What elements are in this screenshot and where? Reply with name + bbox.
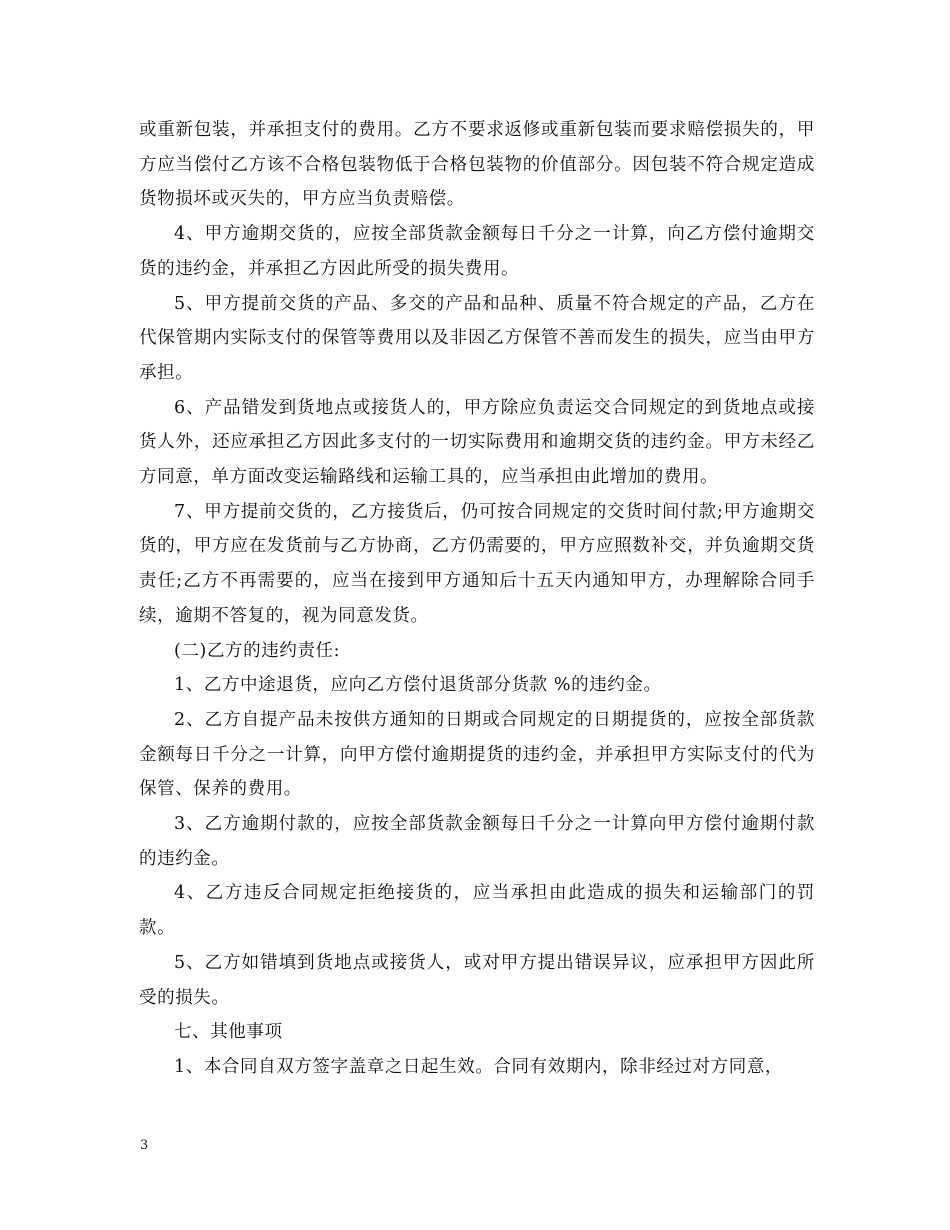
paragraph: 5、甲方提前交货的产品、多交的产品和品种、质量不符合规定的产品，乙方在代保管期内实际支付的保管等费用以及非因乙方保管不善而发生的损失，应当由甲方承担。 [139, 293, 815, 383]
page-number: 3 [140, 1138, 149, 1153]
paragraph: 2、乙方自提产品未按供方通知的日期或合同规定的日期提货的，应按全部货款金额每日千分之一计算，向甲方偿付逾期提货的违约金，并承担甲方实际支付的代为保管、保养的费用。 [139, 709, 815, 800]
paragraph: 或重新包装，并承担支付的费用。乙方不要求返修或重新包装而要求赔偿损失的，甲方应当偿付乙方该不合格包装物低于合格包装物的价值部分。因包装不符合规定造成货物损坏或灭失的，甲方应当负责赔偿。 [139, 120, 815, 210]
paragraph: 7、甲方提前交货的，乙方接货后，仍可按合同规定的交货时间付款;甲方逾期交货的，甲方应在发货前与乙方协商，乙方仍需要的，甲方应照数补交，并负逾期交货责任;乙方不再需要的，应当在接到甲方通知后十五天内通知甲方，办理解除合同手续，逾期不答复的，视为同意发货。 [139, 501, 815, 626]
paragraph: 5、乙方如错填到货地点或接货人，或对甲方提出错误异议，应承担甲方因此所受的损失。 [139, 952, 815, 1008]
paragraph: 1、本合同自双方签字盖章之日起生效。合同有效期内，除非经过对方同意， [174, 1056, 784, 1077]
paragraph: 4、乙方违反合同规定拒绝接货的，应当承担由此造成的损失和运输部门的罚款。 [139, 883, 815, 939]
paragraph: 6、产品错发到货地点或接货人的，甲方除应负责运交合同规定的到货地点或接货人外，还应承担乙方因此多支付的一切实际费用和逾期交货的违约金。甲方未经乙方同意，单方面改变运输路线和运输工具的，应当承担由此增加的费用。 [139, 397, 815, 488]
paragraph: 3、乙方逾期付款的，应按全部货款金额每日千分之一计算向甲方偿付逾期付款的违约金。 [139, 814, 815, 869]
paragraph: 1、乙方中途退货，应向乙方偿付退货部分货款 %的违约金。 [174, 675, 662, 696]
section-heading: (二)乙方的违约责任: [174, 640, 341, 661]
paragraph: 4、甲方逾期交货的，应按全部货款金额每日千分之一计算，向乙方偿付逾期交货的违约金，并承担乙方因此所受的损失费用。 [139, 224, 815, 279]
document-body [139, 113, 815, 1085]
section-heading: 七、其他事项 [174, 1022, 283, 1043]
